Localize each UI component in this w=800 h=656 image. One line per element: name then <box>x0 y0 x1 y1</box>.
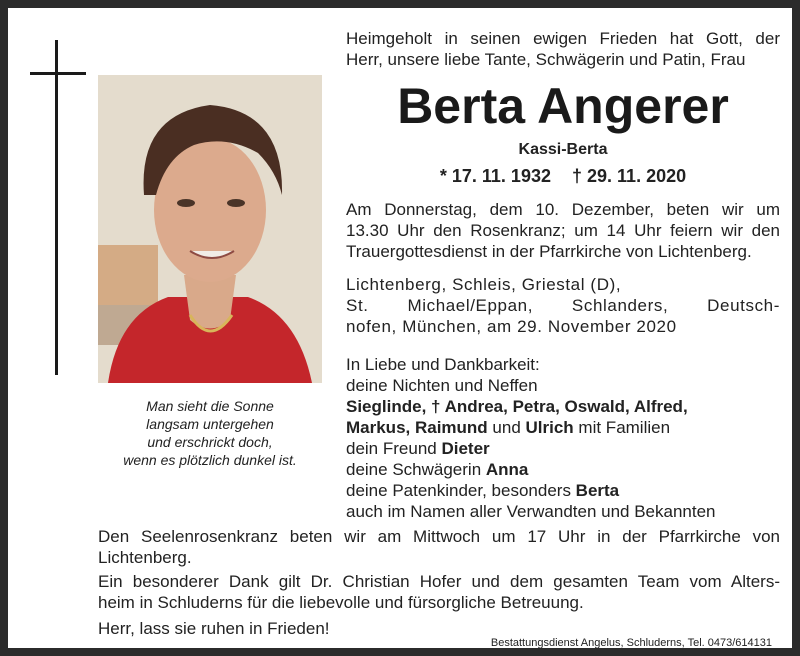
places-line: nofen, München, am 29. November 2020 <box>346 317 677 336</box>
mourners-line: deine Nichten und Neffen <box>346 376 538 395</box>
prayer-announcement <box>346 199 780 262</box>
mourners-names: Dieter <box>441 439 490 458</box>
death-date: † 29. 11. 2020 <box>572 166 687 186</box>
cross-icon-bar <box>30 72 86 75</box>
prayer-line: Trauergottesdienst in der Pfarrkirche von Lichtenberg. <box>346 242 752 261</box>
mourners-names: Markus, Raimund <box>346 418 488 437</box>
mourners-names: Berta <box>575 481 620 500</box>
intro-text <box>346 28 780 70</box>
mourners-names: Anna <box>485 460 529 479</box>
mourners-names: Ulrich <box>525 418 574 437</box>
rosary-announcement <box>98 526 780 568</box>
mourners-text: deine Patenkinder, besonders <box>346 481 576 500</box>
mourners-text: dein Freund <box>346 439 442 458</box>
places-line: St. Michael/Eppan, Schlanders, Deutsch- <box>346 296 780 315</box>
thanks-heading: In Liebe und Dankbarkeit: <box>346 355 540 374</box>
mourners-text: und <box>487 418 526 437</box>
rosary-line: Den Seelenrosenkranz beten wir am Mittwoch um 17 Uhr in der Pfarrkirche von <box>98 527 780 546</box>
portrait-photo <box>98 75 322 383</box>
funeral-service-credit: Bestattungsdienst Angelus, Schluderns, Tel. 0473/614131 <box>490 637 772 649</box>
mourners-line: auch im Namen aller Verwandten und Bekannten <box>346 502 716 521</box>
mourners-text: mit Familien <box>573 418 671 437</box>
mourners-line <box>346 417 780 438</box>
places-line: Lichtenberg, Schleis, Griestal (D), <box>346 275 622 294</box>
intro-line: Heimgeholt in seinen ewigen Frieden hat Gott, der <box>346 29 780 48</box>
rosary-line: Lichtenberg. <box>98 548 192 567</box>
portrait-illustration <box>98 75 322 383</box>
thanks-line: heim in Schluderns für die liebevolle und fürsorgliche Betreuung. <box>98 593 584 612</box>
prayer-line: 13.30 Uhr den Rosenkranz; um 14 Uhr feiern wir den <box>346 221 780 240</box>
intro-line: Herr, unsere liebe Tante, Schwägerin und Patin, Frau <box>346 50 746 69</box>
deceased-nickname: Kassi-Berta <box>518 141 608 158</box>
closing-prayer: Herr, lass sie ruhen in Frieden! <box>98 619 330 638</box>
birth-date: * 17. 11. 1932 <box>439 166 551 186</box>
special-thanks <box>98 571 780 613</box>
thanks-line: Ein besonderer Dank gilt Dr. Christian Hofer und dem gesamten Team vom Alters- <box>98 572 780 591</box>
mourners-line <box>346 459 780 480</box>
quote-line: wenn es plötzlich dunkel ist. <box>123 452 297 468</box>
quote-line: und erschrickt doch, <box>147 434 273 450</box>
mourners-line <box>346 480 780 501</box>
prayer-line: Am Donnerstag, dem 10. Dezember, beten wir um <box>346 200 780 219</box>
memorial-quote <box>98 397 322 469</box>
mourners-text: deine Schwägerin <box>346 460 486 479</box>
deceased-name: Berta Angerer <box>397 78 729 134</box>
mourners-names: Sieglinde, † Andrea, Petra, Oswald, Alfred, <box>346 397 688 416</box>
quote-line: langsam untergehen <box>146 416 274 432</box>
mourners-line <box>346 396 780 417</box>
mourners-list <box>346 354 780 522</box>
quote-line: Man sieht die Sonne <box>146 398 274 414</box>
places-and-date <box>346 274 780 337</box>
life-dates <box>346 166 780 187</box>
cross-icon <box>55 40 58 375</box>
mourners-line <box>346 438 780 459</box>
